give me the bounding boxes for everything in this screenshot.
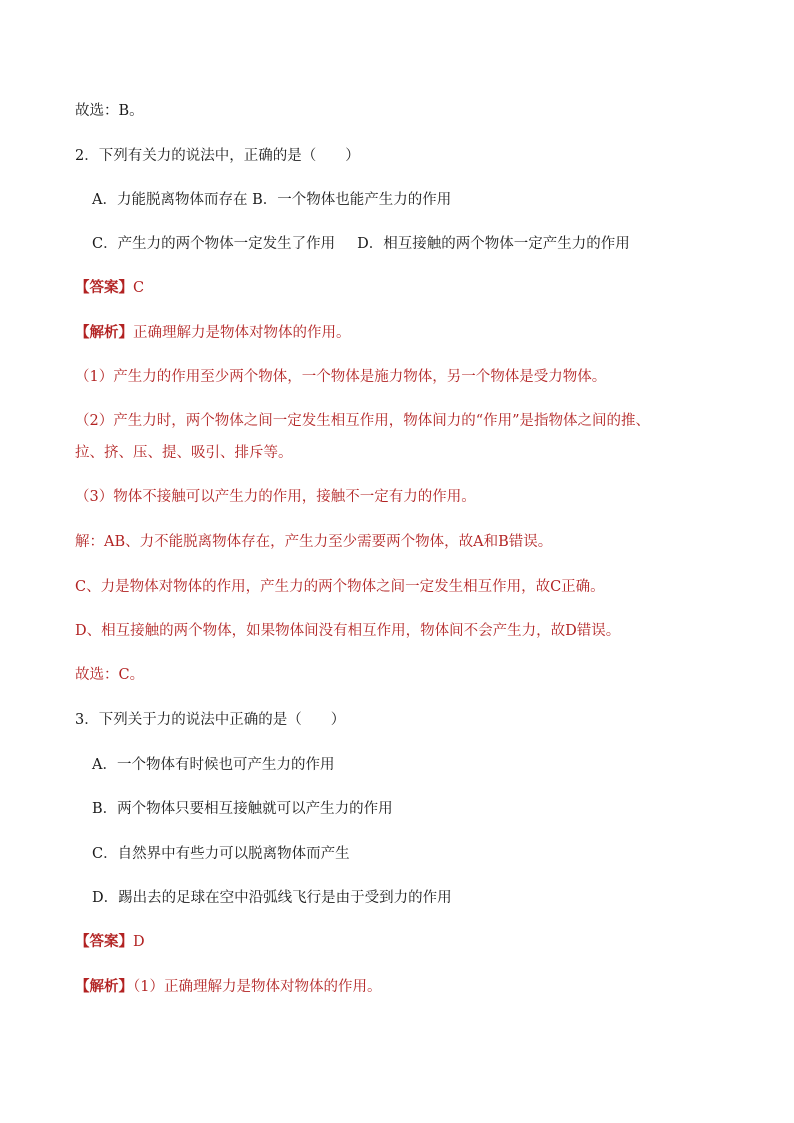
q2-answer [75,278,144,298]
q2-option-a: A．力能脱离物体而存在 [92,192,248,208]
q3-analysis-intro: （1）正确理解力是物体对物体的作用。 [133,979,382,995]
q2-answer-label: 【答案】 [75,279,133,296]
q2-analysis [75,323,351,343]
q2-solution-2: C、力是物体对物体的作用，产生力的两个物体之间一定发生相互作用，故C正确。 [75,579,605,595]
q2-analysis-label: 【解析】 [75,324,133,341]
q3-answer-label: 【答案】 [75,933,133,950]
q3-analysis [75,977,381,997]
q3-option-b: B．两个物体只要相互接触就可以产生力的作用 [92,801,393,817]
q2-options-cd [92,234,630,254]
q2-point-2b: 拉、挤、压、提、吸引、排斥等。 [75,445,293,461]
q2-analysis-intro: 正确理解力是物体对物体的作用。 [133,325,351,341]
q2-point-3: （3）物体不接触可以产生力的作用，接触不一定有力的作用。 [75,489,476,505]
q2-options-ab [92,190,451,210]
q1-choice: 故选：B。 [75,103,144,119]
q2-point-1: （1）产生力的作用至少两个物体，一个物体是施力物体，另一个物体是受力物体。 [75,369,607,385]
q2-option-c: C．产生力的两个物体一定发生了作用 [92,236,336,252]
q2-solution-1: 解：AB、力不能脱离物体存在，产生力至少需要两个物体，故A和B错误。 [75,534,553,550]
q2-stem: 2．下列有关力的说法中，正确的是（ ） [75,148,360,164]
q2-option-d: D．相互接触的两个物体一定产生力的作用 [357,236,630,252]
q2-option-b: B．一个物体也能产生力的作用 [252,192,452,208]
q2-choice: 故选：C。 [75,667,145,683]
q3-stem: 3．下列关于力的说法中正确的是（ ） [75,712,346,728]
q2-point-2a: （2）产生力时，两个物体之间一定发生相互作用，物体间力的“作用”是指物体之间的推、 [75,413,651,429]
q2-answer-value: C [133,280,145,296]
q3-analysis-label: 【解析】 [75,978,133,995]
q3-option-c: C．自然界中有些力可以脱离物体而产生 [92,846,350,862]
q3-answer [75,932,145,952]
q2-solution-3: D、相互接触的两个物体，如果物体间没有相互作用，物体间不会产生力，故D错误。 [75,623,621,639]
q3-answer-value: D [133,934,145,950]
q3-option-a: A．一个物体有时候也可产生力的作用 [92,757,335,773]
q3-option-d: D．踢出去的足球在空中沿弧线飞行是由于受到力的作用 [92,890,452,906]
